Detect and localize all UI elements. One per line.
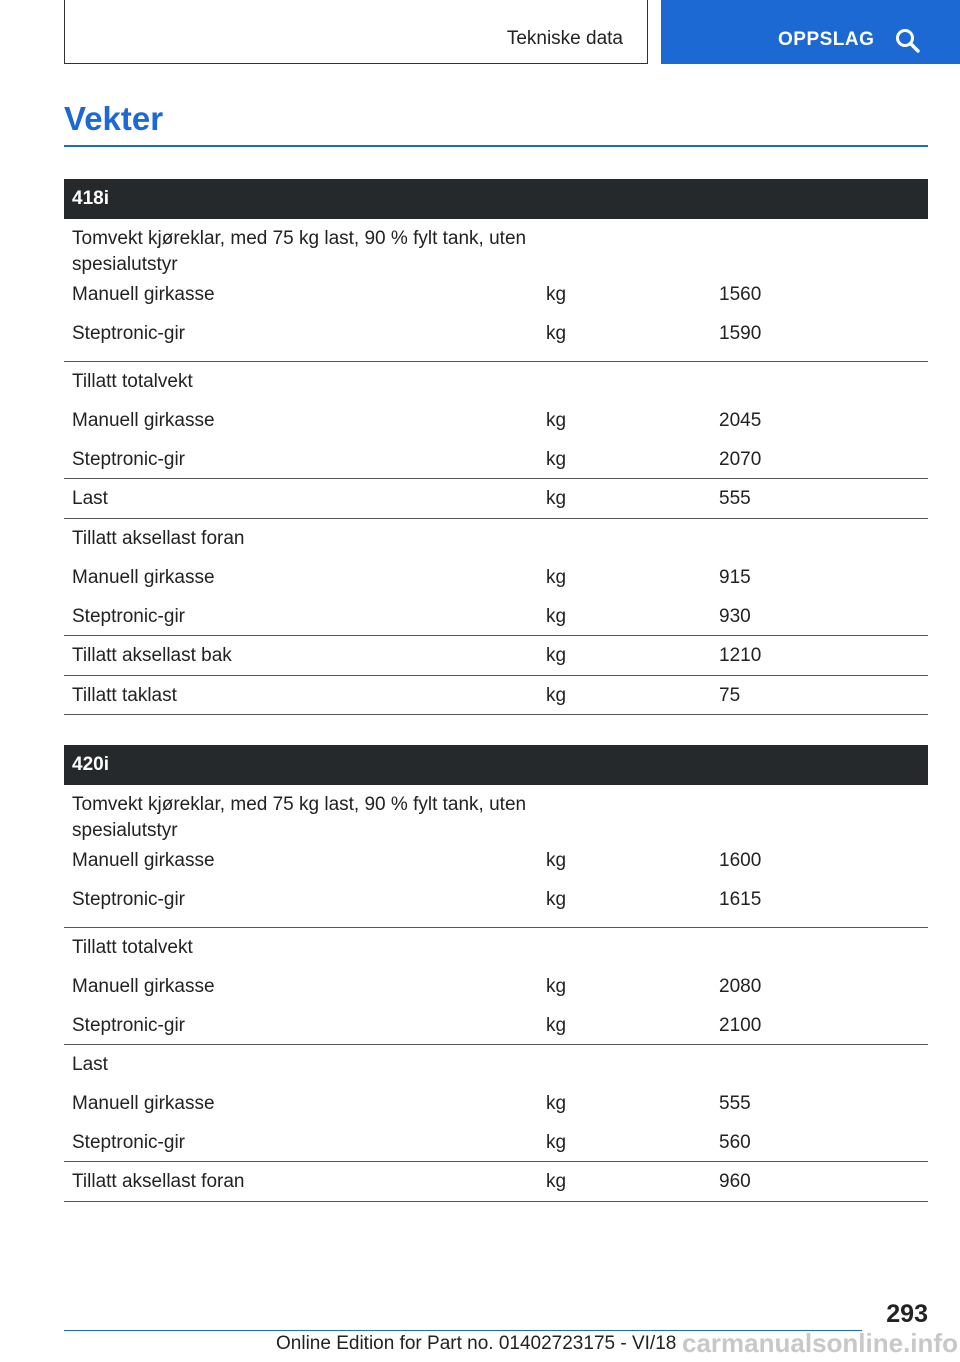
row-unit: kg — [546, 1171, 567, 1192]
row-unit: kg — [546, 850, 567, 871]
row-label: Last — [72, 488, 108, 509]
row-unit: kg — [546, 488, 567, 509]
row-value: 1560 — [719, 284, 762, 305]
row-unit: kg — [546, 685, 567, 706]
table-row — [64, 284, 928, 323]
weights-table-418i — [64, 179, 928, 715]
table-row — [64, 219, 928, 284]
watermark: carmanualsonline.info — [682, 1328, 958, 1358]
title-divider — [64, 145, 928, 147]
table-row — [64, 928, 928, 967]
row-value: 1615 — [719, 889, 762, 910]
table-row — [64, 1123, 928, 1162]
row-value: 75 — [719, 685, 741, 706]
table-row — [64, 401, 928, 440]
model-header: 420i — [64, 745, 928, 785]
row-label: Tillatt taklast — [72, 685, 177, 706]
row-value: 930 — [719, 606, 751, 627]
row-unit: kg — [546, 976, 567, 997]
row-unit: kg — [546, 1093, 567, 1114]
edition-note: Online Edition for Part no. 01402723175 - VI/18 — [276, 1333, 677, 1354]
section-label: Tekniske data — [506, 28, 623, 49]
row-unit: kg — [546, 889, 567, 910]
lookup-button-label: OPPSLAG — [778, 29, 875, 50]
row-value: 1210 — [719, 645, 762, 666]
model-header: 418i — [64, 179, 928, 219]
row-label: Last — [72, 1054, 108, 1075]
table-row — [64, 785, 928, 850]
table-row — [64, 1162, 928, 1202]
row-value: 555 — [719, 488, 751, 509]
table-row — [64, 1006, 928, 1045]
table-row — [64, 519, 928, 558]
row-label: Manuell girkasse — [72, 850, 215, 871]
table-row — [64, 676, 928, 715]
row-unit: kg — [546, 567, 567, 588]
row-label: Tillatt aksellast foran — [72, 1171, 245, 1192]
row-label: Steptronic-gir — [72, 1132, 185, 1153]
row-label: Steptronic-gir — [72, 1015, 185, 1036]
page-title: Vekter — [64, 100, 164, 137]
weights-table-420i — [64, 745, 928, 1202]
row-label: Manuell girkasse — [72, 410, 215, 431]
table-row — [64, 597, 928, 636]
row-label: Tomvekt kjøreklar, med 75 kg last, 90 % fylt tank, uten spesialutstyr — [72, 228, 527, 275]
row-label: Manuell girkasse — [72, 567, 215, 588]
row-label: Steptronic-gir — [72, 323, 185, 344]
table-row — [64, 323, 928, 362]
row-unit: kg — [546, 284, 567, 305]
row-unit: kg — [546, 606, 567, 627]
row-unit: kg — [546, 645, 567, 666]
table-row — [64, 362, 928, 401]
row-label: Tomvekt kjøreklar, med 75 kg last, 90 % fylt tank, uten spesialutstyr — [72, 794, 527, 841]
row-value: 2045 — [719, 410, 762, 431]
row-unit: kg — [546, 323, 567, 344]
page-number: 293 — [886, 1300, 928, 1328]
row-value: 1600 — [719, 850, 762, 871]
row-unit: kg — [546, 1015, 567, 1036]
row-value: 960 — [719, 1171, 751, 1192]
row-label: Tillatt aksellast bak — [72, 645, 232, 666]
row-label: Steptronic-gir — [72, 889, 185, 910]
table-row — [64, 1084, 928, 1123]
row-value: 560 — [719, 1132, 751, 1153]
row-unit: kg — [546, 1132, 567, 1153]
row-label: Manuell girkasse — [72, 284, 215, 305]
row-label: Tillatt totalvekt — [72, 937, 193, 958]
row-label: Steptronic-gir — [72, 606, 185, 627]
row-label: Tillatt aksellast foran — [72, 528, 245, 549]
row-label: Manuell girkasse — [72, 976, 215, 997]
row-value: 2100 — [719, 1015, 762, 1036]
table-row — [64, 558, 928, 597]
table-row — [64, 636, 928, 676]
row-label: Manuell girkasse — [72, 1093, 215, 1114]
row-value: 555 — [719, 1093, 751, 1114]
header-section-tab[interactable] — [64, 0, 648, 64]
table-row — [64, 967, 928, 1006]
table-row — [64, 1045, 928, 1084]
row-label: Tillatt totalvekt — [72, 371, 193, 392]
table-row — [64, 440, 928, 479]
table-row — [64, 889, 928, 928]
row-unit: kg — [546, 410, 567, 431]
row-label: Steptronic-gir — [72, 449, 185, 470]
row-value: 915 — [719, 567, 751, 588]
lookup-button[interactable] — [661, 0, 960, 64]
search-icon — [895, 28, 921, 54]
table-row — [64, 479, 928, 519]
table-row — [64, 850, 928, 889]
row-value: 2070 — [719, 449, 762, 470]
row-value: 1590 — [719, 323, 762, 344]
row-value: 2080 — [719, 976, 762, 997]
row-unit: kg — [546, 449, 567, 470]
